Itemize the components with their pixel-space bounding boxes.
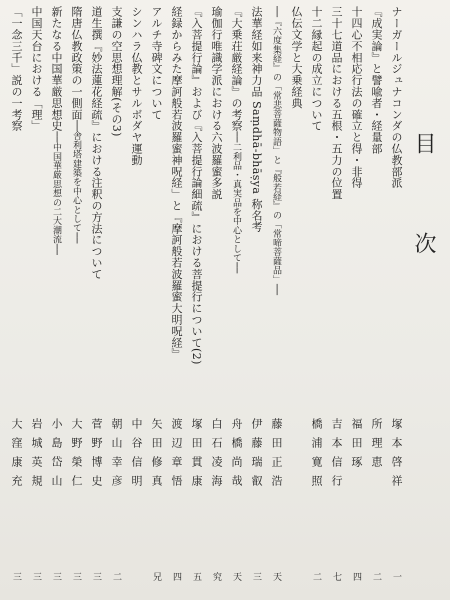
entry-author: 舟橋尚哉	[230, 418, 243, 494]
entry-title: 中国天台における「理」	[30, 6, 43, 132]
toc-entry[interactable]	[148, 6, 164, 596]
entry-page-number: 究	[211, 572, 221, 581]
toc-heading: 目 次	[411, 132, 436, 282]
entry-title: 仏伝文学と大乗経典	[290, 6, 303, 109]
entry-title: 経録からみた摩訶般若波羅蜜神呪経」と『摩訶般若波羅蜜大明呪経』	[170, 6, 183, 360]
toc-entry[interactable]	[128, 6, 144, 596]
entry-author	[288, 418, 304, 568]
entry-author: 大窪康充	[10, 418, 23, 494]
entry-title: 法華経如来神力品 Saṃdhā-bhāṣya 称名考	[250, 6, 263, 233]
entry-title: ナーガールジュナコンダの仏教部派	[390, 6, 403, 189]
entry-title: 瑜伽行唯識学派における六波羅蜜多説	[210, 6, 223, 200]
toc-entry[interactable]	[268, 6, 284, 596]
entry-author: 大野榮仁	[70, 418, 83, 494]
entry-author: 所理恵	[370, 418, 383, 475]
entry-title: 三十七道品における五根・五力の位置	[330, 6, 343, 200]
entry-author: 藤田正浩	[270, 418, 283, 494]
entry-author: 橋浦寛照	[310, 418, 323, 494]
toc-entry[interactable]	[348, 6, 364, 596]
toc-entry[interactable]	[288, 6, 304, 596]
entry-page-number: 兄	[151, 572, 161, 581]
toc-entry[interactable]	[68, 6, 84, 596]
entry-author: 塚田貫康	[190, 418, 203, 494]
entry-page-number: 四	[171, 572, 181, 581]
entry-author: 矢田修真	[150, 418, 163, 494]
entry-title: 隋唐仏教政策の一側面──舎利塔建築を中心として──	[70, 6, 83, 244]
entry-title: アルチ寺碑文について	[150, 6, 163, 120]
entry-author: 白石凌海	[210, 418, 223, 494]
toc-entry[interactable]	[248, 6, 264, 596]
entry-author: 中谷信明	[130, 418, 143, 494]
entry-title	[268, 6, 284, 378]
entry-title: 「一念三千」説の一考察	[10, 6, 23, 132]
entry-title: 支謙の空思想理解(その3)	[110, 6, 123, 137]
entry-page-number: 二	[371, 572, 381, 581]
toc-entry[interactable]	[208, 6, 224, 596]
toc-entry[interactable]	[108, 6, 124, 596]
entry-subtitle: ──舎利塔建築を中心として──	[71, 120, 81, 244]
entry-page-number: 三	[71, 572, 81, 581]
entry-page-number: 二	[311, 572, 321, 581]
entry-page-number: 五	[191, 572, 201, 581]
entry-page-number: 三	[11, 572, 21, 581]
entry-page-number	[288, 572, 304, 596]
toc-entry[interactable]	[8, 6, 24, 596]
toc-entry[interactable]	[48, 6, 64, 596]
toc-entry[interactable]	[328, 6, 344, 596]
entry-author: 菅野博史	[90, 418, 103, 494]
entry-author: 小島岱山	[50, 418, 63, 494]
entry-author: 福田琢	[350, 418, 363, 475]
toc-entry[interactable]	[228, 6, 244, 596]
entry-author: 塚本啓祥	[390, 418, 403, 494]
entry-author: 渡辺章悟	[170, 418, 183, 494]
toc-entry[interactable]	[308, 6, 324, 596]
entry-title: 新たなる中国華厳思想史──中国華厳思想の二大潮流──	[50, 6, 63, 256]
entry-author: 吉本信行	[330, 418, 343, 494]
entry-page-number: 天	[231, 572, 241, 581]
entry-page-number: 天	[271, 572, 281, 581]
toc-entry[interactable]	[28, 6, 44, 596]
entry-page-number: 四	[351, 572, 361, 581]
entry-subtitle: ──中国華厳思想の二大潮流──	[51, 131, 61, 256]
toc-entry[interactable]	[388, 6, 404, 596]
toc-entry[interactable]	[88, 6, 104, 596]
toc-entry[interactable]	[188, 6, 204, 596]
entry-title: 十四心不相応行法の確立と得・非得	[350, 6, 363, 189]
entry-page-number: 三	[91, 572, 101, 581]
entry-author: 朝山幸彦	[110, 418, 123, 494]
entry-subtitle: ──『六度集経』の「常悲菩薩物語」と『般若経』の「常啼菩薩品」──	[271, 6, 281, 296]
entry-title: 『大乗荘厳経論』の考察──二利品・真実品を中心として──	[230, 6, 243, 274]
entry-page-number: 三	[31, 572, 41, 581]
entry-title: シンハラ仏教とサルボダヤ運動	[130, 6, 143, 166]
entry-author: 岩城英規	[30, 418, 43, 494]
entry-author: 伊藤瑞叡	[250, 418, 263, 494]
entry-subtitle: ──二利品・真実品を中心として──	[231, 131, 241, 274]
toc-entries	[0, 6, 404, 596]
entry-page-number: 一	[391, 572, 401, 581]
entry-page-number: 二	[111, 572, 121, 581]
entry-page-number: 三	[51, 572, 61, 581]
entry-title: 『成実論』と譬喩者・経量部	[370, 6, 383, 155]
toc-entry[interactable]	[168, 6, 184, 596]
entry-title: 道生撰『妙法蓮花経疏』における注釈の方法について	[90, 6, 103, 280]
entry-page-number: 七	[331, 572, 341, 581]
entry-title: 『入菩提行論』および『入菩提行論細疏』における菩提行について(2)	[190, 6, 203, 365]
entry-page-number	[128, 572, 144, 596]
toc-entry[interactable]	[368, 6, 384, 596]
entry-page-number: 三	[251, 572, 261, 581]
entry-title: 十二縁起の成立について	[310, 6, 323, 132]
